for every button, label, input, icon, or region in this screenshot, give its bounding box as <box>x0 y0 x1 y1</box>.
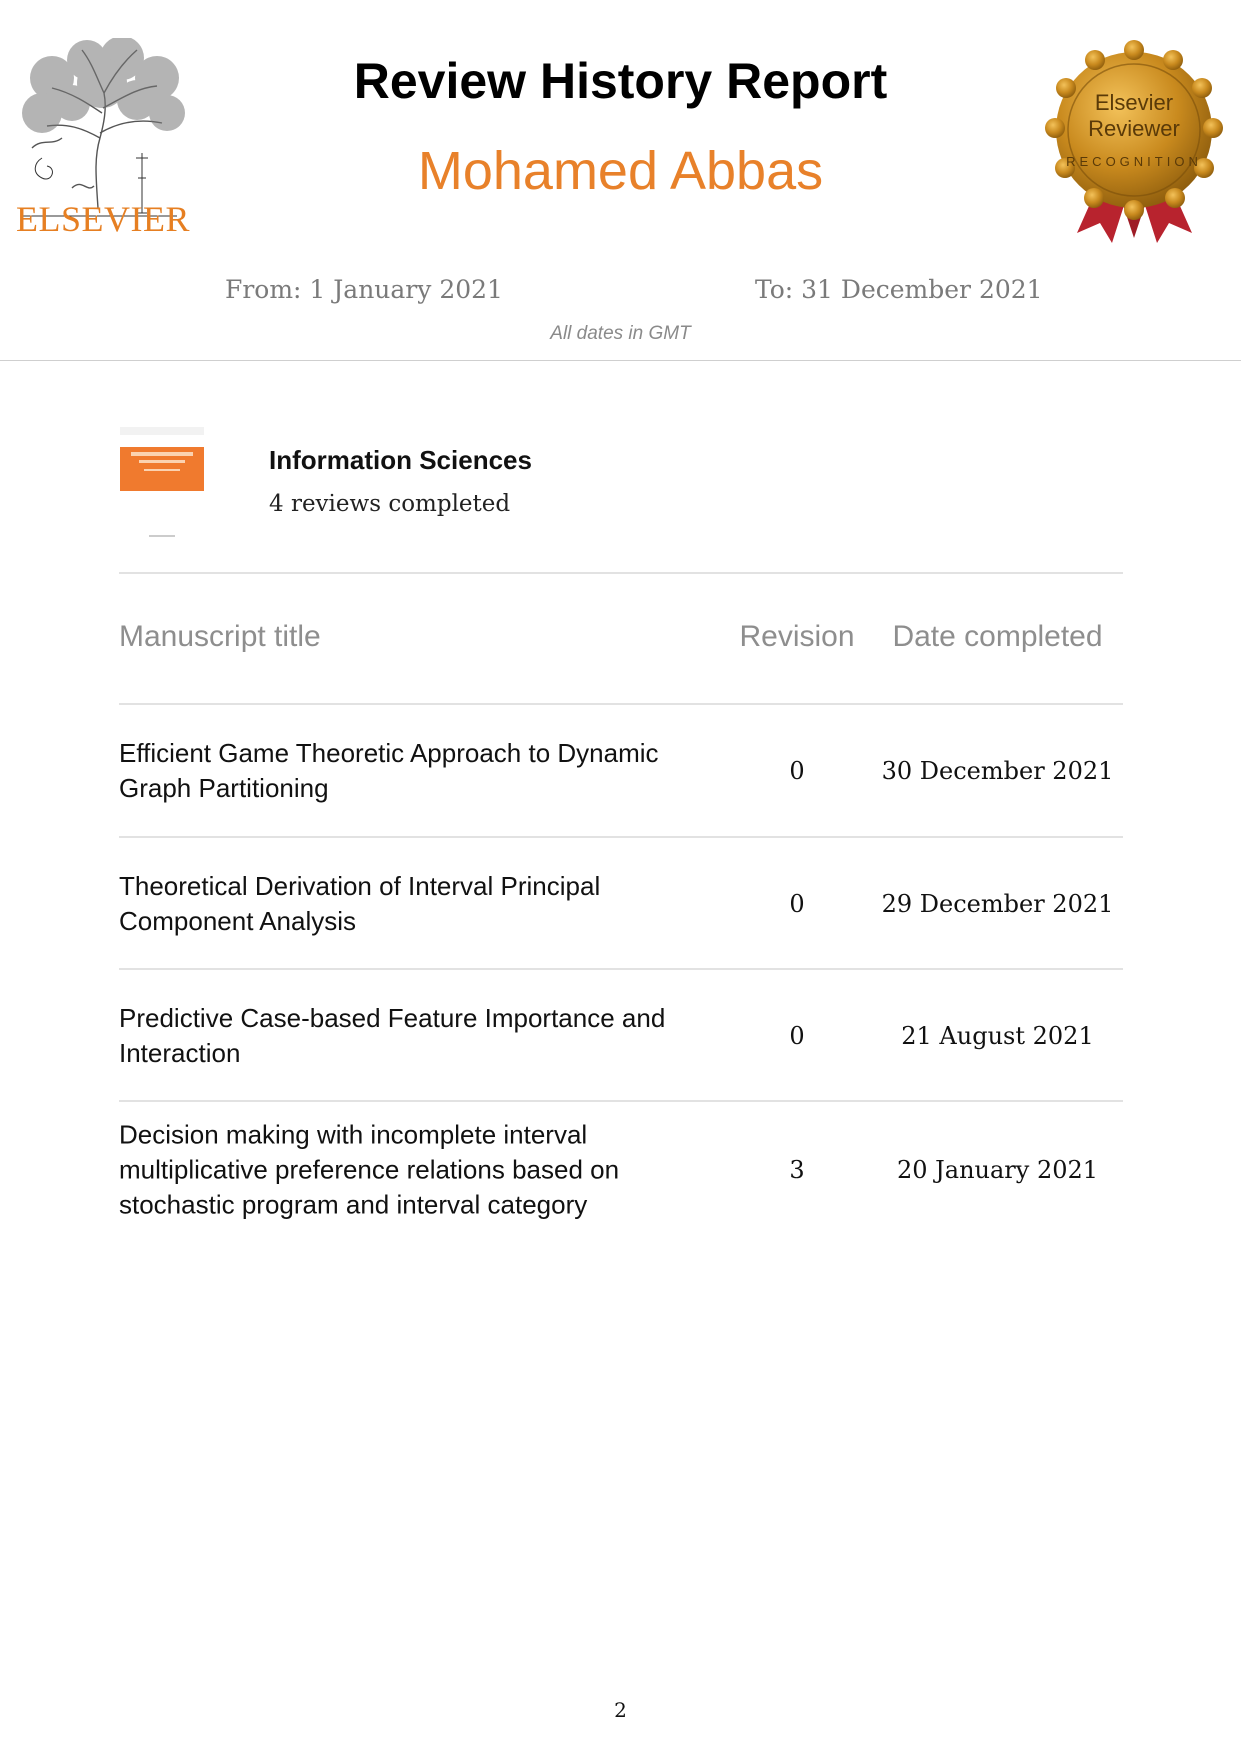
revision-number: 0 <box>789 757 805 785</box>
period-from: From: 1 January 2021 <box>225 275 503 304</box>
manuscript-title: Efficient Game Theoretic Approach to Dynamic Graph Partitioning <box>119 738 659 803</box>
column-header-revision: Revision <box>739 620 855 653</box>
revision-number: 0 <box>789 890 805 918</box>
journal-name: Information Sciences <box>269 445 532 475</box>
date-completed: 30 December 2021 <box>881 757 1114 785</box>
column-header-date: Date completed <box>892 620 1103 653</box>
header-divider <box>0 360 1241 361</box>
reviews-completed-count: 4 reviews completed <box>269 491 511 517</box>
page-number: 2 <box>614 1698 627 1722</box>
revision-number: 0 <box>789 1022 805 1050</box>
table-row <box>119 838 1123 970</box>
elsevier-wordmark: ELSEVIER <box>16 199 190 239</box>
journal-cover-image <box>119 425 205 540</box>
manuscript-title: Predictive Case-based Feature Importance and Interaction <box>119 1003 666 1068</box>
reviewer-recognition-seal <box>1042 38 1227 243</box>
manuscript-title: Theoretical Derivation of Interval Principal Component Analysis <box>119 871 601 936</box>
date-completed: 21 August 2021 <box>901 1022 1094 1050</box>
report-title: Review History Report <box>353 53 888 109</box>
column-header-title: Manuscript title <box>119 620 321 653</box>
table-row <box>119 705 1123 837</box>
manuscript-title: Decision making with incomplete interval multiplicative preference relations based on stochastic program and interval category <box>119 1119 620 1220</box>
timezone-note: All dates in GMT <box>550 323 691 344</box>
date-completed: 20 January 2021 <box>896 1156 1099 1184</box>
seal-line2: Reviewer <box>1088 116 1180 141</box>
seal-line1: Elsevier <box>1094 90 1174 115</box>
period-to: To: 31 December 2021 <box>755 275 1043 304</box>
date-completed: 29 December 2021 <box>881 890 1114 918</box>
journal-divider <box>119 572 1123 574</box>
seal-arc-text: RECOGNITION <box>1066 154 1202 169</box>
table-row <box>119 970 1123 1102</box>
reviewer-name: Mohamed Abbas <box>417 141 824 201</box>
revision-number: 3 <box>789 1156 805 1184</box>
table-row <box>119 1102 1123 1238</box>
